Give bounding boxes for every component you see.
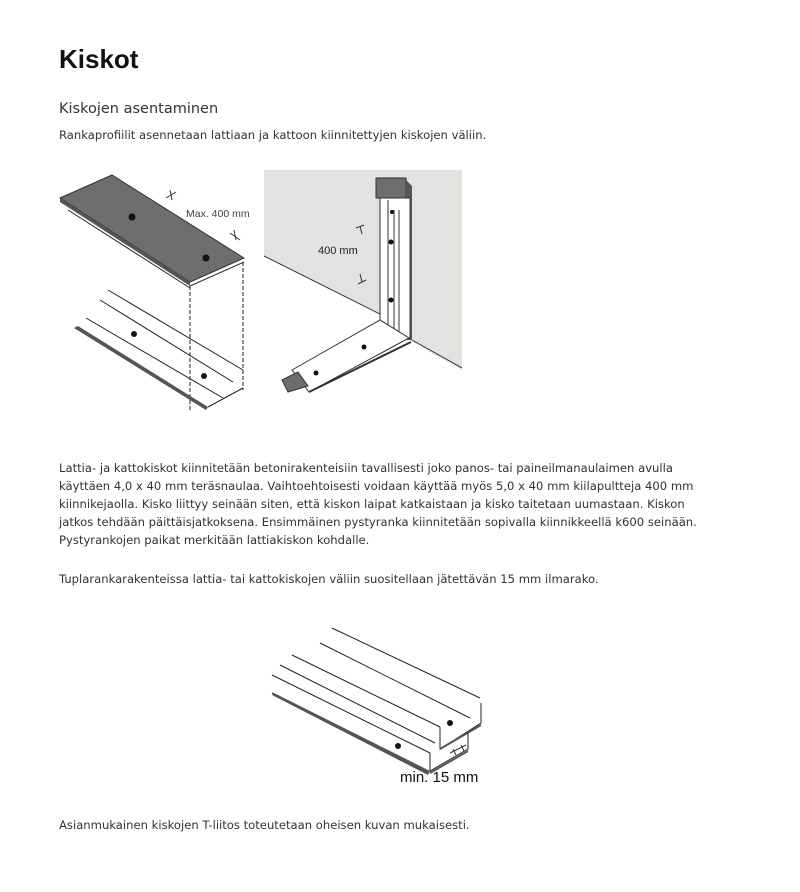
section-heading: Kiskojen asentaminen [59,101,219,117]
double-rail-figure [270,623,482,783]
t-joint-paragraph: Asianmukainen kiskojen T-liitos toteutetaan oheisen kuvan mukaisesti. [59,818,470,832]
max-spacing-label: Max. 400 mm [186,208,250,220]
wall-spacing-label: 400 mm [318,245,358,257]
rail-spacing-figure [58,170,258,410]
installation-paragraph: Lattia- ja kattokiskot kiinnitetään betonirakenteisiin tavallisesti joko panos- tai paineilmanaulaimen avulla käyttäen 4,0 x 40 mm teräsnaulaa. Vaihtoehtoisesti voidaan käyttää myös 5,0 x 40 mm kiilapultteja 400 mm kiinnikejaolla. Kisko liittyy seinään siten, että kiskon laipat katkaistaan ja kisko taitetaan uumastaan. Kiskon jatkos tehdään päittäisjatkoksena. Ensimmäinen pystyranka kiinnitetään sopivalla kiinnikkeellä k600 seinään. Pystyrankojen paikat merkitään lattiakiskon kohdalle. [59,461,697,547]
wall-corner-figure [264,170,462,402]
min-gap-label: min. 15 mm [400,769,479,783]
page-title: Kiskot [59,44,139,74]
intro-text: Rankaprofiilit asennetaan lattiaan ja kattoon kiinnitettyjen kiskojen väliin. [59,128,487,142]
double-frame-paragraph: Tuplarankarakenteissa lattia- tai kattokiskojen väliin suositellaan jätettävän 15 mm ilmarako. [59,572,599,586]
